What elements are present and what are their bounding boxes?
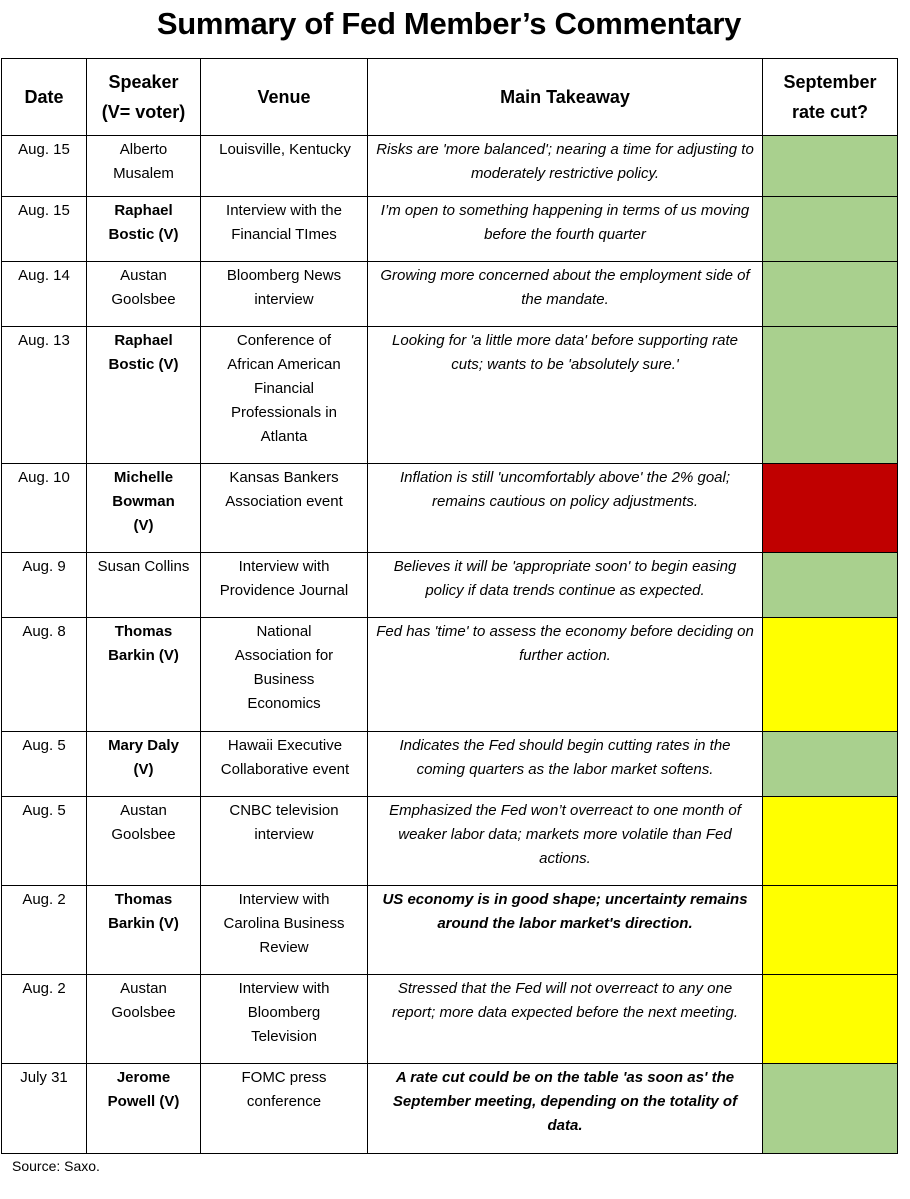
takeaway-cell [368, 262, 763, 327]
date-text: Aug. 5 [22, 802, 66, 819]
rate-cut-signal-yellow [763, 618, 898, 732]
rate-cut-signal-green [763, 136, 898, 197]
venue-text: Interview with the Financial TImes [226, 202, 342, 243]
speaker-cell [87, 618, 201, 732]
table-row [2, 886, 898, 975]
date-cell [2, 886, 87, 975]
date-text: Aug. 10 [18, 469, 70, 486]
table-row [2, 975, 898, 1064]
takeaway-text: Fed has 'time' to assess the economy before deciding on further action. [376, 623, 754, 664]
header-takeaway: Main Takeaway [368, 59, 763, 136]
takeaway-cell [368, 1064, 763, 1154]
takeaway-text: A rate cut could be on the table 'as soon as' the September meeting, depending on the totality of data. [392, 1069, 738, 1134]
date-text: Aug. 14 [18, 267, 70, 284]
header-date: Date [2, 59, 87, 136]
venue-cell [201, 262, 368, 327]
venue-cell [201, 797, 368, 886]
date-text: Aug. 5 [22, 737, 66, 754]
header-rate-cut [763, 59, 898, 136]
speaker-name: Michelle Bowman (V) [112, 469, 175, 534]
table-row [2, 464, 898, 553]
takeaway-text: Looking for 'a little more data' before supporting rate cuts; wants to be 'absolutely sure.' [392, 332, 738, 373]
rate-cut-signal-green [763, 197, 898, 262]
header-speaker [87, 59, 201, 136]
date-text: Aug. 9 [22, 558, 66, 575]
venue-cell [201, 464, 368, 553]
venue-text: Louisville, Kentucky [219, 141, 351, 158]
venue-text: Kansas Bankers Association event [225, 469, 343, 510]
takeaway-cell [368, 975, 763, 1064]
rate-cut-signal-yellow [763, 886, 898, 975]
speaker-cell [87, 464, 201, 553]
takeaway-text: Emphasized the Fed won’t overreact to one month of weaker labor data; markets more volatile than Fed actions. [389, 802, 741, 867]
table-row [2, 262, 898, 327]
date-cell [2, 197, 87, 262]
date-cell [2, 618, 87, 732]
venue-text: FOMC press conference [241, 1069, 327, 1110]
venue-cell [201, 136, 368, 197]
venue-text: National Association for Business Economics [234, 623, 334, 712]
date-text: Aug. 15 [18, 141, 70, 158]
speaker-cell [87, 197, 201, 262]
date-text: Aug. 15 [18, 202, 70, 219]
speaker-cell [87, 797, 201, 886]
venue-text: Bloomberg News interview [226, 267, 342, 308]
rate-cut-signal-green [763, 553, 898, 618]
speaker-name: Raphael Bostic (V) [108, 332, 179, 373]
speaker-name: Thomas Barkin (V) [108, 623, 179, 664]
table-row [2, 732, 898, 797]
speaker-name: Alberto Musalem [113, 141, 174, 182]
takeaway-text: Believes it will be 'appropriate soon' to begin easing policy if data trends continue as expected. [393, 558, 737, 599]
date-text: Aug. 2 [22, 980, 66, 997]
table-row [2, 197, 898, 262]
header-speaker-label: Speaker (V= voter) [101, 72, 186, 122]
table-row [2, 327, 898, 464]
date-cell [2, 327, 87, 464]
speaker-cell [87, 732, 201, 797]
takeaway-text: Indicates the Fed should begin cutting rates in the coming quarters as the labor market softens. [399, 737, 731, 778]
speaker-name: Susan Collins [97, 558, 190, 575]
table-body [2, 136, 898, 1154]
date-cell [2, 975, 87, 1064]
date-text: July 31 [20, 1069, 68, 1086]
header-rate-cut-label: September rate cut? [783, 72, 877, 122]
speaker-name: Austan Goolsbee [111, 802, 176, 843]
rate-cut-signal-green [763, 262, 898, 327]
speaker-cell [87, 975, 201, 1064]
venue-text: Hawaii Executive Collaborative event [220, 737, 350, 778]
takeaway-text: Growing more concerned about the employment side of the mandate. [380, 267, 750, 308]
takeaway-cell [368, 136, 763, 197]
date-cell [2, 136, 87, 197]
takeaway-cell [368, 732, 763, 797]
venue-cell [201, 618, 368, 732]
date-cell [2, 262, 87, 327]
date-text: Aug. 8 [22, 623, 66, 640]
takeaway-cell [368, 797, 763, 886]
rate-cut-signal-green [763, 327, 898, 464]
takeaway-cell [368, 553, 763, 618]
venue-cell [201, 197, 368, 262]
venue-text: Interview with Carolina Business Review [223, 891, 345, 956]
takeaway-text: Inflation is still 'uncomfortably above' the 2% goal; remains cautious on policy adjustments. [399, 469, 731, 510]
speaker-name: Raphael Bostic (V) [108, 202, 179, 243]
table-row [2, 136, 898, 197]
speaker-cell [87, 553, 201, 618]
venue-text: Interview with Bloomberg Television [238, 980, 330, 1045]
speaker-name: Austan Goolsbee [111, 267, 176, 308]
rate-cut-signal-green [763, 1064, 898, 1154]
source-note: Source: Saxo. [12, 1158, 100, 1174]
date-cell [2, 1064, 87, 1154]
speaker-name: Jerome Powell (V) [107, 1069, 180, 1110]
takeaway-text: US economy is in good shape; uncertainty remains around the labor market's direction. [382, 891, 748, 932]
venue-cell [201, 886, 368, 975]
rate-cut-signal-green [763, 732, 898, 797]
takeaway-cell [368, 464, 763, 553]
table-row [2, 618, 898, 732]
rate-cut-signal-yellow [763, 797, 898, 886]
venue-text: Conference of African American Financial Professionals in Atlanta [227, 332, 341, 445]
speaker-cell [87, 327, 201, 464]
rate-cut-signal-red [763, 464, 898, 553]
takeaway-cell [368, 618, 763, 732]
venue-cell [201, 553, 368, 618]
venue-cell [201, 327, 368, 464]
date-text: Aug. 13 [18, 332, 70, 349]
date-text: Aug. 2 [22, 891, 66, 908]
date-cell [2, 553, 87, 618]
venue-text: CNBC television interview [229, 802, 339, 843]
date-cell [2, 464, 87, 553]
speaker-cell [87, 136, 201, 197]
takeaway-text: Stressed that the Fed will not overreact to any one report; more data expected before the next meeting. [391, 980, 739, 1021]
table-row [2, 797, 898, 886]
fed-commentary-table [1, 58, 898, 1154]
header-row [2, 59, 898, 136]
takeaway-cell [368, 886, 763, 975]
venue-text: Interview with Providence Journal [219, 558, 349, 599]
date-cell [2, 732, 87, 797]
venue-cell [201, 975, 368, 1064]
table-row [2, 553, 898, 618]
header-venue: Venue [201, 59, 368, 136]
takeaway-cell [368, 327, 763, 464]
speaker-name: Mary Daly (V) [108, 737, 179, 778]
speaker-name: Thomas Barkin (V) [108, 891, 179, 932]
takeaway-text: Risks are 'more balanced'; nearing a time for adjusting to moderately restrictive policy. [376, 141, 754, 182]
speaker-name: Austan Goolsbee [111, 980, 176, 1021]
speaker-cell [87, 262, 201, 327]
table-row [2, 1064, 898, 1154]
venue-cell [201, 732, 368, 797]
rate-cut-signal-yellow [763, 975, 898, 1064]
speaker-cell [87, 1064, 201, 1154]
page-title: Summary of Fed Member’s Commentary [156, 6, 742, 41]
takeaway-cell [368, 197, 763, 262]
date-cell [2, 797, 87, 886]
speaker-cell [87, 886, 201, 975]
venue-cell [201, 1064, 368, 1154]
takeaway-text: I’m open to something happening in terms of us moving before the fourth quarter [380, 202, 750, 243]
